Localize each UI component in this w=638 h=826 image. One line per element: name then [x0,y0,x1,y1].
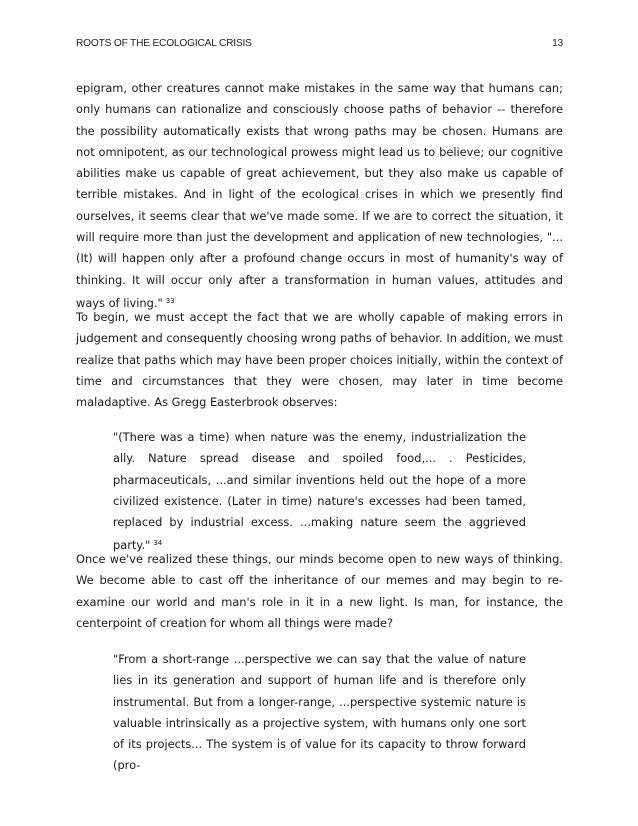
header-title: ROOTS OF THE ECOLOGICAL CRISIS [76,38,252,49]
body-paragraph-1 [76,78,563,314]
paragraph-1-text: epigram, other creatures cannot make mistakes in the same way that humans can; only humans can rationalize and consciously choose paths of behavior -- therefore the possibility automatically exists that wrong paths may be chosen. Humans are not omnipotent, as our technological prowess might lead us to believe; our cognitive abilities make us capable of great achievement, but they also make us capable of terrible mistakes. And in light of the ecological crises in which we presently find ourselves, it seems clear that we've made some. If we are to correct the situation, it will require more than just the development and application of new technologies, "...(It) will happen only after a profound change occurs in most of humanity's way of thinking. It will occur only after a transformation in human values, attitudes and ways of living." [76,81,563,310]
block-quote-1 [113,427,526,557]
body-paragraph-2: To begin, we must accept the fact that we are wholly capable of making errors in judgement and consequently choosing wrong paths of behavior. In addition, we must realize that paths which may have been proper choices initially, within the context of time and circumstances that they were chosen, may later in time become maladaptive. As Gregg Easterbrook observes: [76,310,563,410]
footnote-ref-34: 34 [153,539,163,548]
block-quote-2: "From a short-range ...perspective we can say that the value of nature lies in its generation and support of human life and is therefore only instrumental. But from a longer-range, ...perspective systemic nature is valuable intrinsically as a projective system, with humans only one sort of its projects... The system is of value for its capacity to throw forward (pro- [113,652,526,773]
body-paragraph-3: Once we've realized these things, our minds become open to new ways of thinking. We become able to cast off the inheritance of our memes and may begin to re-examine our world and man's role in it in a new light. Is man, for instance, the centerpoint of creation for whom all things were made? [76,552,563,630]
block-quote-1-text: "(There was a time) when nature was the enemy, industrialization the ally. Nature spread disease and spoiled food,... . Pesticides, pharmaceuticals, ...and similar inventions held out the hope of a more civilized existence. (Later in time) nature's excesses had been tamed, replaced by industrial excess. ...making nature seem the aggrieved party." [113,430,526,553]
page-number: 13 [552,38,563,49]
footnote-ref-33: 33 [165,296,175,305]
